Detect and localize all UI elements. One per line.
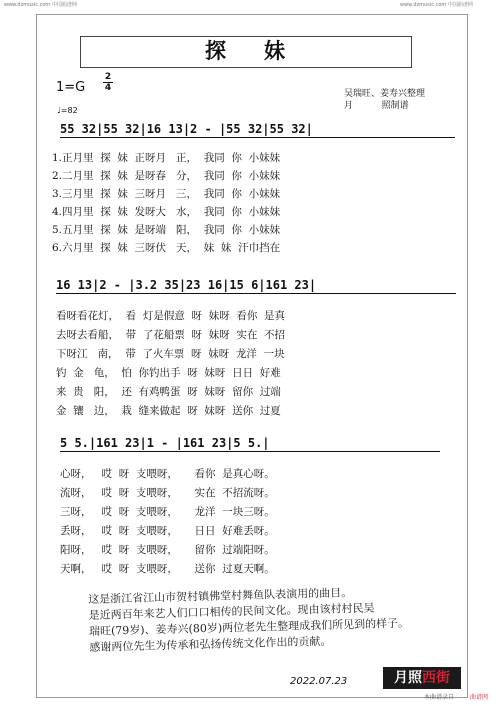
lyric-line: 流呀， 哎 呀 支喂呀， 实在 不招流呀。 [60, 487, 275, 499]
system-3-underline [60, 451, 440, 452]
lyric-line: 天啊， 哎 呀 支喂呀， 送你 过夏天啊。 [60, 563, 275, 575]
system-3-notes: 5 5.|161 23|1 - |161 23|5 5.| [60, 436, 270, 450]
logo-part-2: 西街 [422, 670, 450, 686]
lyric-line: 3.三月里 探 妹 三呀月 三， 我同 你 小妹妹 [52, 188, 281, 200]
bottom-right-mark: 曲谱网 [470, 694, 489, 701]
key-signature: 1=G [56, 80, 86, 95]
top-left-watermark: www.dzmusic.com 中国曲谱网 [4, 2, 77, 8]
arranger-line-1: 吴瑞旺、姜寿兴整理 [344, 89, 426, 99]
logo [383, 667, 461, 689]
system-1-notes: 55 32|55 32|16 13|2 - |55 32|55 32| [60, 122, 313, 136]
lyric-line: 三呀， 哎 呀 支喂呀， 龙洋 一块三呀。 [60, 506, 275, 518]
note-line: 是近两百年来艺人们口口相传的民间文化。现由该村村民吴 [88, 601, 375, 622]
lyric-line: 钓 金 龟， 怕 你钓出手 呀 妹呀 日日 好难 [56, 367, 281, 379]
lyric-line: 丢呀， 哎 呀 支喂呀， 日日 好难丢呀。 [60, 525, 275, 537]
bottom-left-mark: 本曲谱录自 [424, 694, 455, 701]
top-watermark-bar [0, 0, 500, 10]
lyric-line: 5.五月里 探 妹 是呀端 阳， 我同 你 小妹妹 [52, 224, 281, 236]
note-line: 感谢两位先生为传承和弘扬传统文化作出的贡献。 [89, 634, 332, 654]
lyric-line: 6.六月里 探 妹 三呀伏 天， 妹 妹 汗巾挡在 [52, 242, 281, 254]
song-title: 探妹 [205, 39, 323, 63]
handwritten-note [88, 582, 460, 656]
system-2-underline [56, 293, 456, 294]
lyric-line: 阳呀， 哎 呀 支喂呀， 留你 过端阳呀。 [60, 544, 275, 556]
date-stamp: 2022.07.23 [290, 676, 348, 687]
lyric-line: 2.二月里 探 妹 是呀春 分， 我同 你 小妹妹 [52, 170, 281, 182]
lyric-line: 下呀江 南， 带 了火车票 呀 妹呀 龙洋 一块 [56, 348, 285, 360]
time-signature-bottom: 4 [104, 83, 112, 93]
lyric-line: 看呀看花灯， 看 灯是假意 呀 妹呀 看你 是真 [56, 310, 286, 322]
note-line: 瑞旺(79岁)、姜寿兴(80岁)两位老先生整理成我们所见到的样子。 [88, 616, 410, 638]
time-signature-top: 2 [104, 72, 112, 82]
lyric-line: 来 贵 阳， 还 有鸡鸭蛋 呀 妹呀 留你 过端 [56, 386, 281, 398]
time-signature [102, 72, 114, 93]
lyric-line: 1.正月里 探 妹 正呀月 正， 我同 你 小妹妹 [52, 152, 281, 164]
top-right-watermark: www.dzmusic.com 中国曲谱网 [400, 2, 473, 8]
lyric-line: 去呀去看船， 带 了花船票 呀 妹呀 实在 不招 [56, 329, 286, 341]
note-line: 这是浙江省江山市贺村镇佛堂村舞鱼队表演用的曲目。 [88, 586, 353, 606]
logo-part-1: 月照 [394, 670, 422, 686]
tempo-marking: ♩=82 [57, 106, 78, 115]
lyric-line: 心呀， 哎 呀 支喂呀， 看你 是真心呀。 [60, 468, 275, 480]
system-2-notes: 16 13|2 - |3.2 35|23 16|15 6|161 23| [56, 278, 317, 292]
arranger-line-2: 月 照制谱 [344, 101, 409, 111]
lyric-line: 金 镶 边， 栽 缝来做起 呀 妹呀 送你 过夏 [56, 405, 281, 417]
lyric-line: 4.四月里 探 妹 发呀大 水， 我同 你 小妹妹 [52, 206, 281, 218]
system-1-underline [60, 137, 455, 138]
